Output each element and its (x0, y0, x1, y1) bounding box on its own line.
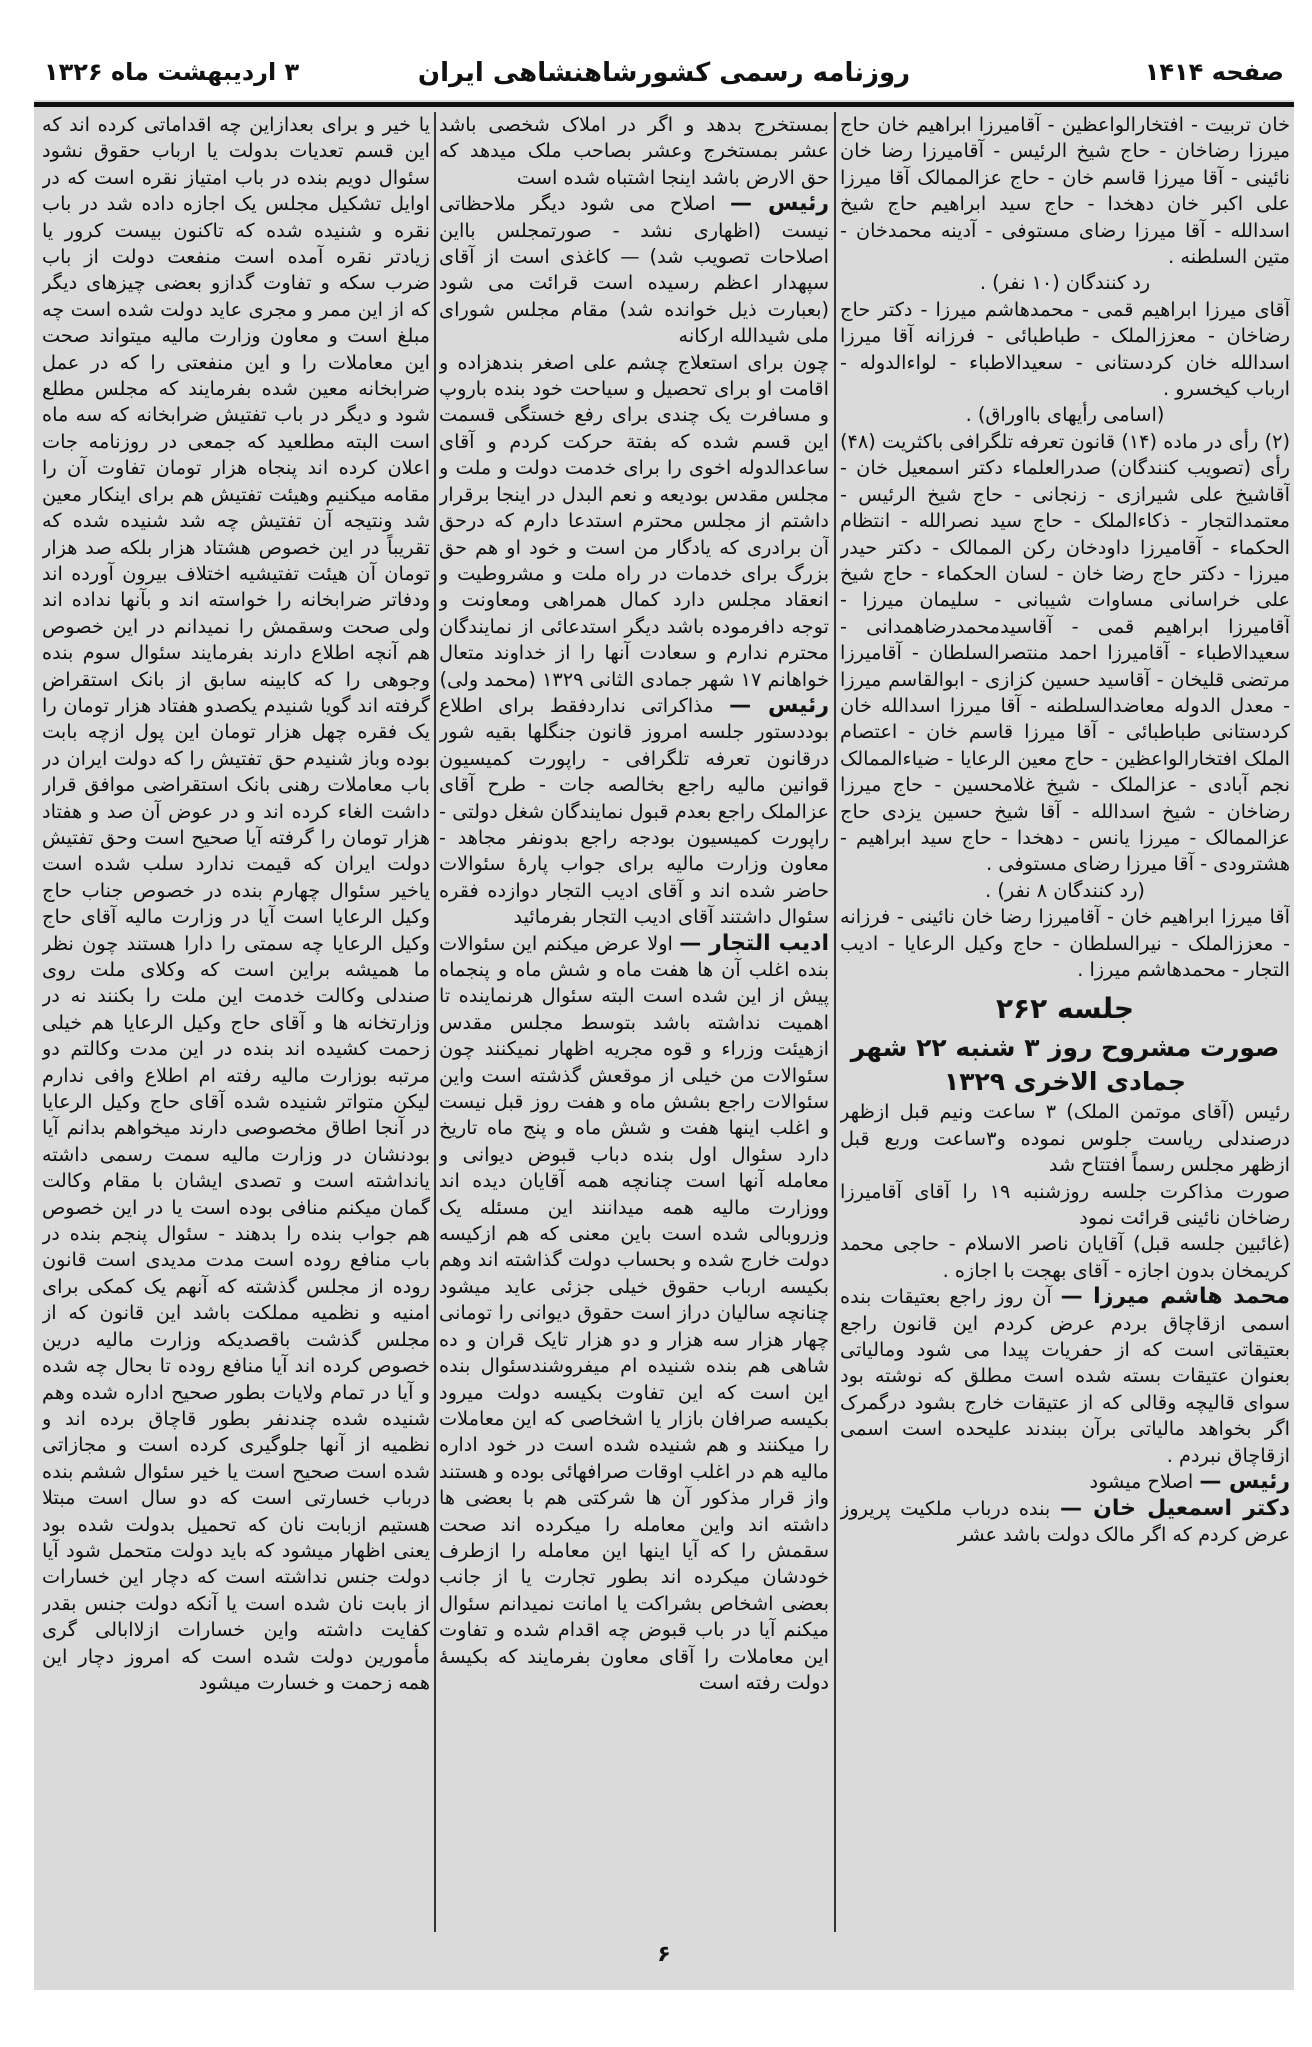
speech (840, 1284, 1290, 1469)
speaker-name: دکتر اسمعیل خان — (1059, 1495, 1290, 1521)
speech (439, 693, 829, 931)
speech (439, 191, 829, 349)
speech (840, 1469, 1290, 1495)
paragraph: یا خیر و برای بعدازاین چه اقداماتی کرده اند که این قسم تعدیات بدولت یا ارباب حقوق نشود سئوال دویم بنده در باب امتیاز نقره است که در اوایل تشکیل مجلس یک اجازه داده شد در باب نقره و شنیده شده که تاکنون بیست کرور یا زیادتر نقره آمده است منفعت دولت از باب ضرب سکه و تفاوت گدازو بعضی چیزهای دیگر که از این ممر و مجری عاید دولت شده است چه مبلغ است و معاون وزارت مالیه میتواند صحت این معاملات را و این منفعتی را که در عمل ضرابخانه معین شده بفرمایند که مجلس مطلع شود و دیگر در باب تفتیش ضرابخانه که سه ماه است البته مطلعید که جمعی در روزنامه جات اعلان کرده اند پنجاه هزار تومان تفاوت آن را مقامه میکنیم وهیئت تفتیش هم برای اینکار معین شد ونتیجه آن تفتیش چه شد شنیده شده که تقریباً در این خصوص هشتاد هزار بلکه صد هزار تومان آن هیئت تفتیشیه اختلاف بیرون آورده اند ودفاتر ضرابخانه را خواسته اند و بآنها نداده اند ولی صحت وسقمش را نمیدانم در این خصوص هم آنچه اطلاع دارند بفرمایند سئوال سوم بنده وجوهی را که کابینه سابق از بانک استقراض گرفته اند گویا شنیدم یکصدو هفتاد هزار تومان را یک فقره چهل هزار تومان این پول ازچه بابت بوده وباز شنیدم حق تفتیش را که دولت ایران در باب معاملات رهنی بانک استقراضی موافق قرار داشت الغاء کرده اند و در عوض آن صد و هفتاد هزار تومان را گرفته آیا صحیح است وحق تفتیش دولت ایران که قیمت ندارد سلب شده است یاخیر سئوال چهارم بنده در خصوص جناب حاج وکیل الرعایا است آیا در وزارت مالیه آقای حاج وکیل الرعایا چه سمتی را دارا هستند چون نظر ما همیشه براین است که وکلای ملت روی صندلی وکالت خدمت این ملت را بکنند نه در وزارتخانه ها و آقای حاج وکیل الرعایا هم خیلی زحمت کشیده اند بنده در این مدت وکالتم دو مرتبه بوزارت مالیه رفته ام اطلاع وافی ندارم لیکن متواتر شنیده شده آقای حاج وکیل الرعایا در آنجا اطاق مخصوصی دارند میخواهم بدانم آیا بودنشان در وزارت مالیه سمت رسمی داشته یانداشته است و تصدی ایشان با مقام وکالت گمان میکنم منافی بوده است یا در این خصوص هم جواب بنده را بدهند - سئوال پنجم بنده در باب منافع روده است مدت مدیدی است قانون روده از مجلس گذشته که آنهم یک کمکی برای امنیه و نظمیه مملکت باشد این قانون که از مجلس گذشت باقصدیکه وزارت مالیه درین خصوص کرده اند آیا منافع روده تا بحال چه شده و آیا در تمام ولایات بطور صحیح اداره شده وهم شنیده شده چندنفر بطور قاچاق برده اند و نظمیه از آنها جلوگیری کرده است و مجازاتی شده است صحیح است یا خیر سئوال ششم بنده درباب خسارتی است که دو سال است مبتلا هستیم ازبابت نان که تحمیل بدولت شده بود یعنی اظهار میشود که باید دولت متحمل شود آیا دولت جنس نداشته است که دچار این خسارات از بابت نان شده است یا آنکه دولت جنس بقدر کفایت داشته واین خسارات ازلاابالی گری مأمورین دولت شده است که امروز دچار این همه زحمت و خسارت میشود (42, 113, 430, 1694)
header-rule (34, 102, 1294, 107)
speech-text: اصلاح می شود دیگر ملاحظاتی نیست (اظهاری نشد - صورتمجلس بااین اصلاحات تصویب شد) — کاغذی است از آقای سپهدار اعظم رسیده است قرائت می شود (بعبارت ذیل خوانده شد) مقام مجلس شورای ملی شیدالله ارکانه (439, 192, 829, 348)
paragraph: (رد کنندگان ۸ نفر) . (985, 878, 1145, 902)
paragraph: چون برای استعلاج چشم علی اصغر بندهزاده و اقامت او برای تحصیل و سیاحت خود بنده باروپ و مسافرت یک چندی برای رفع خستگی قسمت این قسم شده که بفتة حرکت کردم و آقای ساعدالدوله اخوی را برای خدمت دولت و ملت و مجلس مقدس بودیعه و نعم البدل در اینجا برقرار داشتم از مجلس محترم استدعا دارم که درحق آن برادری که یادگار من است و خود او هم حق بزرگ برای خدمات در راه ملت و مشروطیت و انعقاد مجلس دارد کمال همراهی ومعاونت و توجه دافرموده باشد دیگر استدعائی از نمایندگان محترم ندارم و سعادت آنها را از خداوند متعال خواهانم ۱۷ شهر جمادی الثانی ۱۳۲۹ (محمد ولی) (439, 350, 829, 691)
speaker-name: رئیس — (730, 191, 829, 217)
speech-text: مذاکراتی نداردفقط برای اطلاع بوددستور جلسه امروز قانون جنگلها بقیه شور درقانون تعرفه تلگرافی - راپورت کمیسیون قوانین مالیه راجع بخالصه جات - طرح آقای عزالملک راجع بعدم قبول نمایندگان شغل دولتی - راپورت کمیسیون بودجه راجع بدونفر مجاهد - معاون وزارت مالیه برای جواب پارهٔ سئوالات حاضر شده اند و آقای ادیب التجار دوازده فقره سئوال داشتند آقای ادیب التجار بفرمائید (439, 693, 829, 929)
newspaper-page (34, 50, 1294, 1990)
column-divider (834, 112, 836, 1932)
paragraph: خان تربیت - افتخارالواعظین - آقامیرزا ابراهیم خان حاج میرزا رضاخان - حاج شیخ الرئیس - آقامیرزا رضا خان نائینی - آقا میرزا قاسم خان - حاج عزالممالک آقا میرزا علی اکبر خان دهخدا - حاج سید ابراهیم حاج شیخ اسدالله - آقا میرزا رضای مستوفی - آدینه محمدخان - متین السلطنه . (840, 113, 1290, 269)
speaker-name: محمد هاشم میرزا — (1060, 1284, 1290, 1310)
speech-text: آن روز راجع بعتیقات بنده اسمی ازقاچاق بردم عرض کردم این قانون راجع بعتیقاتی است که از حفریات پیدا می شود ومالیاتی بعنوان عتیقات بسته شده است مطلق که نوشته بود سوای قالیچه وقالی که از عتیقات خارج بشود درگمرک اگر بخواهد مالیاتی برآن ببندند علیحده است اسمی ازقاچاق نبردم . (840, 1285, 1290, 1467)
paragraph: رد کنندگان (۱۰ نفر) . (979, 271, 1151, 295)
speaker-name: رئیس — (729, 692, 829, 718)
speaker-name: ادیب التجار — (679, 930, 829, 956)
middle-column (439, 112, 829, 1932)
paragraph: (۲) رأی در ماده (۱۴) قانون تعرفه تلگرافی باکثریت (۴۸) رأی (تصویب کنندگان) صدرالعلماء دکتر اسمعیل خان - آقاشیخ علی شیرازی - زنجانی - حاج شیخ الرئیس - معتمدالتجار - ذکاءالملک - حاج سید نصرالله - انتظام الحکماء - آقامیرزا داودخان رکن الممالک - دکتر حیدر میرزا - دکتر حاج رضا خان - لسان الحکماء - حاج شیخ علی خراسانی مساوات شیبانی - سلیمان میرزا - آقامیرزا ابراهیم قمی - آقاسیدمحمدرضاهمدانی - سعیدالاطباء - آقامیرزا احمد منتصرالسلطان - آقامیرزا مرتضی قلیخان - آقاسید حسین کزازی - ابوالقاسم میرزا - معدل الدوله معاضدالسلطنه - آقا میرزا اسدالله خان کردستانی طباطبائی - آقا میرزا قاسم خان - اعتصام الملک افتخارالواعظین - حاج معین الرعایا - ضیاءالممالک نجم آبادی - عزالملک - شیخ غلامحسین - حاج میرزا رضاخان - شیخ اسدالله - آقا شیخ حسین یزدی حاج عزالممالک - میرزا یانس - دهخدا - حاج سید ابراهیم - هشترودی - آقا میرزا رضای مستوفی . (840, 429, 1290, 876)
paragraph: صورت مذاکرت جلسه روزشنبه ۱۹ را آقای آقامیرزا رضاخان نائینی قرائت نمود (840, 1179, 1290, 1230)
speech-text: اولا عرض میکنم این سئوالات بنده اغلب آن ها هفت ماه و شش ماه و پنجماه پیش از این شده است البته سئوال هرنماینده تا اهمیت نداشته باشد بتوسط مجلس مقدس ازهیئت وزراء و قوه مجریه اظهار نمیکنند چون سئوالات من خیلی از موقعش گذشته است واین سئوالات راجع بشش ماه و هفت روز قبل نیست و اغلب اینها هفت و شش ماه و پنج ماه تاریخ دارد سئوال اول بنده دباب قبوض دیوانی و معامله آنها است چنانچه همه آقایان دیده اند ووزارت مالیه همه میدانند این مسئله یک وزروبالی شده است باین معنی که هم ازکیسه دولت خارج شده و بحساب دولت گذاشته اند وهم بکیسه ارباب حقوق خیلی جزئی عاید میشود چنانچه سالیان دراز است حقوق دیوانی را تومانی چهار هزار سه هزار و دو هزار تایک قران و ده شاهی هم بنده شنیده ام میفروشندسئوال بنده این است که این تفاوت بکیسه دولت میرود بکیسه صرافان بازار یا اشخاصی که این معاملات را میکنند و هم شنیده شده است در خود اداره مالیه هم در اغلب اوقات صرافهائی بوده و هستند واز قرار مذکور آن ها شرکتی هم با بعضی ها داشته اند واین معامله را میکرده اند صحت سقمش را که آیا اینها این معامله را ازطرف خودشان میکرده اند بطور تجارت یا از جانب بعضی اشخاص بشراکت یا امانت نمیدانم سئوال میکنم آیا در باب قبوض چه اقدام شده و تفاوت این معاملات را آقای معاون بفرمایند که بکیسهٔ دولت رفته است (439, 931, 829, 1694)
page-label: صفحه ۱۴۱۴ (1144, 58, 1284, 86)
speaker-name: رئیس — (1199, 1469, 1290, 1495)
speech-text: بنده درباب ملکیت پریروز عرض کردم که اگر مالک دولت باشد عشر (840, 1496, 1290, 1546)
left-column (42, 112, 430, 1932)
speech (840, 1496, 1290, 1549)
newspaper-title: روزنامه رسمی کشورشاهنشاهی ایران (417, 58, 911, 88)
paragraph: بمستخرج بدهد و اگر در املاک شخصی باشد عشر بمستخرج وعشر بصاحب ملک میدهد که حق الارض باشد اینجا اشتباه شده است (439, 113, 829, 189)
session-title: جلسه ۲۶۲ (995, 992, 1135, 1026)
paragraph: رئیس (آقای موتمن الملک) ۳ ساعت ونیم قبل ازظهر درصندلی ریاست جلوس نموده و۳ساعت وربع قبل ازظهر مجلس رسماً افتتاح شد (840, 1100, 1290, 1177)
page-number: ۶ (657, 1942, 671, 1967)
speech-text: اصلاح میشود (1089, 1470, 1194, 1494)
speech (439, 931, 829, 1697)
paragraph: (اسامی رأیهای بااوراق) . (965, 403, 1165, 427)
paragraph: آقای میرزا ابراهیم قمی - محمدهاشم میرزا - دکتر حاج رضاخان - معززالملک - طباطبائی - فرزانه آقا میرزا اسدالله خان کردستانی - سعیدالاطباء - لواءالدوله - ارباب کیخسرو . (840, 297, 1290, 401)
page-header (34, 50, 1294, 100)
paragraph: (غائبین جلسه قبل) آقایان ناصر الاسلام - حاجی محمد کریمخان بدون اجازه - آقای بهجت با اجازه . (840, 1232, 1290, 1282)
column-divider (434, 112, 436, 1932)
right-column (840, 112, 1290, 1932)
issue-date: ۳ اردیبهشت ماه ۱۳۲۶ (44, 58, 300, 86)
paragraph: آقا میرزا ابراهیم خان - آقامیرزا رضا خان نائینی - فرزانه - معززالملک - نیرالسلطان - حاج وکیل الرعایا - ادیب التجار - محمدهاشم میرزا . (840, 905, 1290, 981)
session-heading: صورت مشروح روز ۳ شنبه ۲۲ شهر جمادی الاخری ۱۳۲۹ (850, 1033, 1280, 1097)
